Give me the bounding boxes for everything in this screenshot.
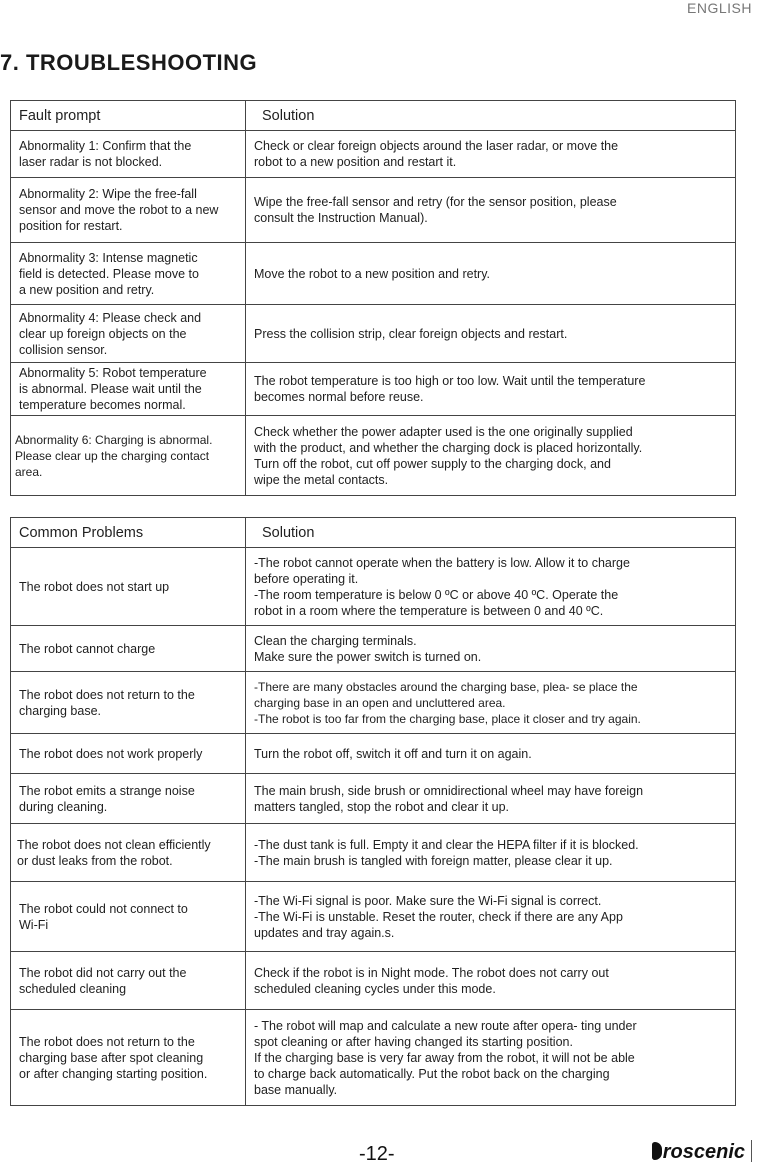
problem-text: The robot emits a strange noise during cleaning.: [19, 783, 195, 814]
problem-text: The robot does not start up: [19, 579, 170, 594]
brand-name: roscenic: [662, 1141, 745, 1163]
table-row: [11, 626, 736, 672]
problem-text: The robot does not return to the charging base after spot cleaning or after changing starting position.: [19, 1034, 208, 1081]
table-row: [11, 1010, 736, 1106]
page-number: -12-: [359, 1143, 395, 1165]
problem-solution-text: Turn the robot off, switch it off and turn it on again.: [254, 746, 532, 761]
fault-solution-text: Check or clear foreign objects around the laser radar, or move the robot to a new position and restart it.: [254, 139, 619, 169]
fault-solution-text: Wipe the free-fall sensor and retry (for the sensor position, please consult the Instruction Manual).: [254, 195, 617, 225]
problem-text: The robot did not carry out the scheduled cleaning: [19, 965, 187, 996]
divider: [751, 1140, 752, 1162]
problem-text: The robot does not clean efficiently or dust leaks from the robot.: [17, 837, 211, 868]
table-row: [11, 824, 736, 882]
problem-solution-text: Clean the charging terminals. Make sure the power switch is turned on.: [254, 633, 482, 664]
common-problems-header: Common Problems: [11, 518, 246, 548]
fault-solution-text: The robot temperature is too high or too low. Wait until the temperature becomes normal before reuse.: [254, 374, 646, 404]
fault-solution-text: Press the collision strip, clear foreign objects and restart.: [254, 326, 568, 341]
table-row: [11, 734, 736, 774]
table-header-row: [11, 101, 736, 131]
common-problems-table: [10, 517, 736, 1106]
fault-prompt-text: Abnormality 6: Charging is abnormal. Please clear up the charging contact area.: [15, 432, 213, 479]
table-row: [11, 882, 736, 952]
solution-header: Solution: [246, 518, 736, 548]
problem-text: The robot cannot charge: [19, 641, 156, 656]
problem-text: The robot does not return to the charging base.: [19, 687, 195, 718]
fault-prompt-header: Fault prompt: [11, 101, 246, 131]
problem-solution-text: -There are many obstacles around the charging base, plea- se place the charging base in an open and uncluttered area. -The robot is too far from the charging base, place it closer and try again.: [254, 679, 641, 726]
section-title: 7. TROUBLESHOOTING: [0, 50, 258, 75]
table-row: [11, 672, 736, 734]
fault-prompt-text: Abnormality 3: Intense magnetic field is detected. Please move to a new position and retry.: [19, 250, 199, 297]
table-row: [11, 416, 736, 496]
brand-logo: [652, 1140, 752, 1164]
problem-solution-text: Check if the robot is in Night mode. The robot does not carry out scheduled cleaning cycles under this mode.: [254, 965, 609, 996]
table-row: [11, 774, 736, 824]
fault-solution-text: Move the robot to a new position and retry.: [254, 266, 491, 281]
brand-p-icon: [652, 1142, 662, 1160]
fault-prompt-text: Abnormality 4: Please check and clear up foreign objects on the collision sensor.: [19, 310, 202, 357]
table-row: [11, 305, 736, 363]
table-row: [11, 548, 736, 626]
problem-solution-text: -The Wi-Fi signal is poor. Make sure the Wi-Fi signal is correct. -The Wi-Fi is unstable. Reset the router, check if there are any App updates and tray again.s.: [254, 893, 623, 940]
table-row: [11, 952, 736, 1010]
problem-solution-text: -The robot cannot operate when the battery is low. Allow it to charge before operating it. -The room temperature is below 0 ºC or above 40 ºC. Operate the robot in a room where the temperature is between 0 and 40 ºC.: [254, 555, 630, 618]
table-row: [11, 131, 736, 178]
table-header-row: [11, 518, 736, 548]
table-row: [11, 178, 736, 243]
table-row: [11, 363, 736, 416]
problem-text: The robot does not work properly: [19, 746, 203, 761]
fault-solution-text: Check whether the power adapter used is the one originally supplied with the product, and whether the charging dock is placed horizontally. Turn off the robot, cut off power supply to the charging dock, and wipe the metal contacts.: [254, 424, 643, 487]
problem-text: The robot could not connect to Wi-Fi: [19, 901, 188, 932]
fault-prompt-text: Abnormality 5: Robot temperature is abnormal. Please wait until the temperature becomes normal.: [19, 366, 207, 412]
language-label: ENGLISH: [687, 0, 752, 16]
problem-solution-text: - The robot will map and calculate a new route after opera- ting under spot cleaning or after having changed its starting position. If the charging base is very far away from the robot, it will not be able to charge back automatically. Put the robot back on the charging base manually.: [254, 1018, 637, 1097]
problem-solution-text: -The dust tank is full. Empty it and clear the HEPA filter if it is blocked. -The main brush is tangled with foreign matter, please clear it up.: [254, 837, 639, 868]
fault-prompt-table: [10, 100, 736, 496]
problem-solution-text: The main brush, side brush or omnidirectional wheel may have foreign matters tangled, stop the robot and clear it up.: [254, 783, 644, 814]
solution-header: Solution: [246, 101, 736, 131]
fault-prompt-text: Abnormality 1: Confirm that the laser radar is not blocked.: [19, 139, 192, 169]
table-row: [11, 243, 736, 305]
fault-prompt-text: Abnormality 2: Wipe the free-fall sensor and move the robot to a new position for restart.: [19, 187, 219, 233]
